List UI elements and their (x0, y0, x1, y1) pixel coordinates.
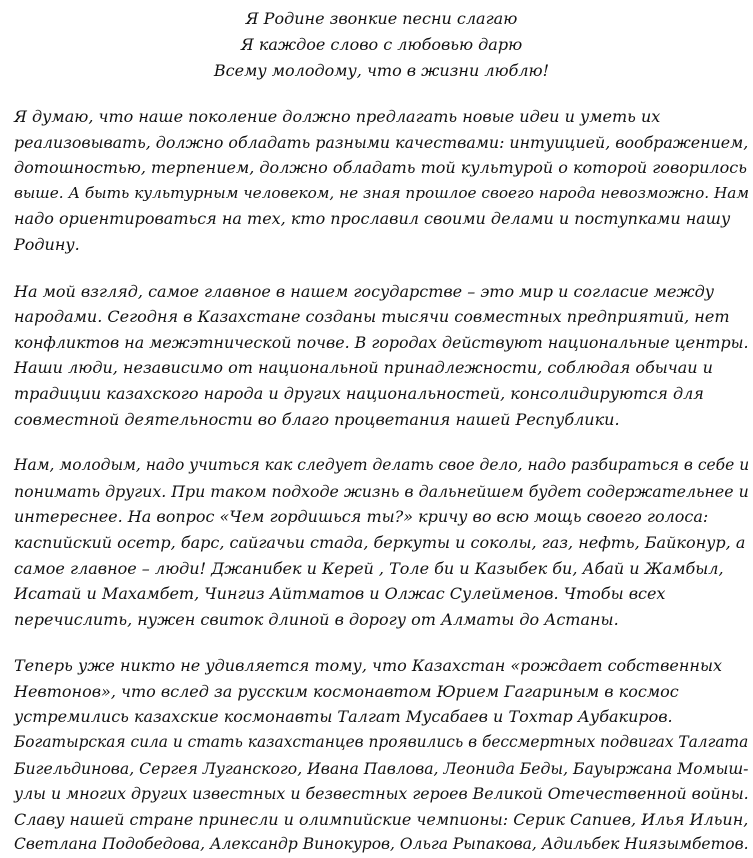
text-line: интереснее. На вопрос «Чем гордишься ты?» кричу во всю мощь своего голоса: (14, 507, 709, 527)
text-line: самое главное – люди! Джанибек и Керей , Толе би и Казыбек би, Абай и Жамбыл, (14, 558, 724, 578)
text-line: Теперь уже никто не удивляется тому, что Казахстан «рождает собственных (14, 656, 722, 676)
text-line: Я думаю, что наше поколение должно предлагать новые идеи и уметь их (14, 107, 661, 126)
text-line: На мой взгляд, самое главное в нашем государстве – это мир и согласие между (14, 281, 715, 301)
text-line: устремились казахские космонавты Талгат Мусабаев и Тохтар Аубакиров. (14, 707, 673, 727)
text-line: Бигельдинова, Сергея Луганского, Ивана Павлова, Леонида Беды, Бауыржана Момыш- (14, 758, 749, 778)
text-line: реализовывать, должно обладать разными качествами: интуицией, воображением, (14, 132, 749, 152)
text-line: улы и многих других известных и безвестных героев Великой Отечественной войны. (14, 784, 749, 804)
text-line: понимать других. При таком подходе жизнь в дальнейшем будет содержательнее и (14, 481, 749, 501)
text-line: каспийский осетр, барс, сайгачьи стада, беркуты и соколы, газ, нефть, Байконур, а (14, 532, 746, 552)
text-line: конфликтов на межэтнической почве. В городах действуют национальные центры. (14, 332, 749, 352)
paragraph-4 (14, 653, 749, 858)
paragraph-1 (14, 104, 749, 258)
poem-line: Всему молодому, что в жизни люблю! (213, 61, 550, 80)
text-line: Исатай и Махамбет, Чингиз Айтматов и Олжас Сулейменов. Чтобы всех (14, 584, 666, 604)
poem-line: Я каждое слово с любовью дарю (240, 35, 523, 54)
text-line: Светлана Подобедова, Александр Винокуров, Ольга Рыпакова, Адильбек Ниязымбетов. (14, 835, 749, 854)
paragraph-2 (14, 279, 749, 433)
text-line: надо ориентироваться на тех, кто прославил своими делами и поступками нашу (14, 209, 731, 229)
text-line: совместной деятельности во благо процветания нашей Республики. (14, 409, 620, 429)
text-line: Богатырская сила и стать казахстанцев проявились в бессмертных подвигах Талгата (14, 733, 749, 752)
poem-epigraph (14, 6, 749, 84)
text-line: Наши люди, независимо от национальной принадлежности, соблюдая обычаи и (14, 358, 713, 378)
text-line: народами. Сегодня в Казахстане созданы тысячи совместных предприятий, нет (14, 307, 730, 327)
text-line: перечислить, нужен свиток длиной в дорогу от Алматы до Астаны. (14, 609, 619, 629)
text-line: выше. А быть культурным человеком, не зная прошлое своего народа невозможно. Нам (14, 183, 750, 202)
text-line: традиции казахского народа и других национальностей, консолидируются для (14, 383, 704, 403)
text-line: Родину. (14, 234, 80, 254)
text-line: Нам, молодым, надо учиться как следует делать свое дело, надо разбираться в себе и (14, 456, 750, 475)
poem-line: Я Родине звонкие песни слагаю (245, 9, 518, 28)
paragraph-3 (14, 453, 749, 632)
text-line: Невтонов», что вслед за русским космонавтом Юрием Гагариным в космос (14, 681, 679, 701)
text-line: дотошностью, терпением, должно обладать той культурой о которой говорилось (14, 158, 747, 178)
text-line: Славу нашей стране принесли и олимпийские чемпионы: Серик Сапиев, Илья Ильин, (14, 809, 749, 829)
